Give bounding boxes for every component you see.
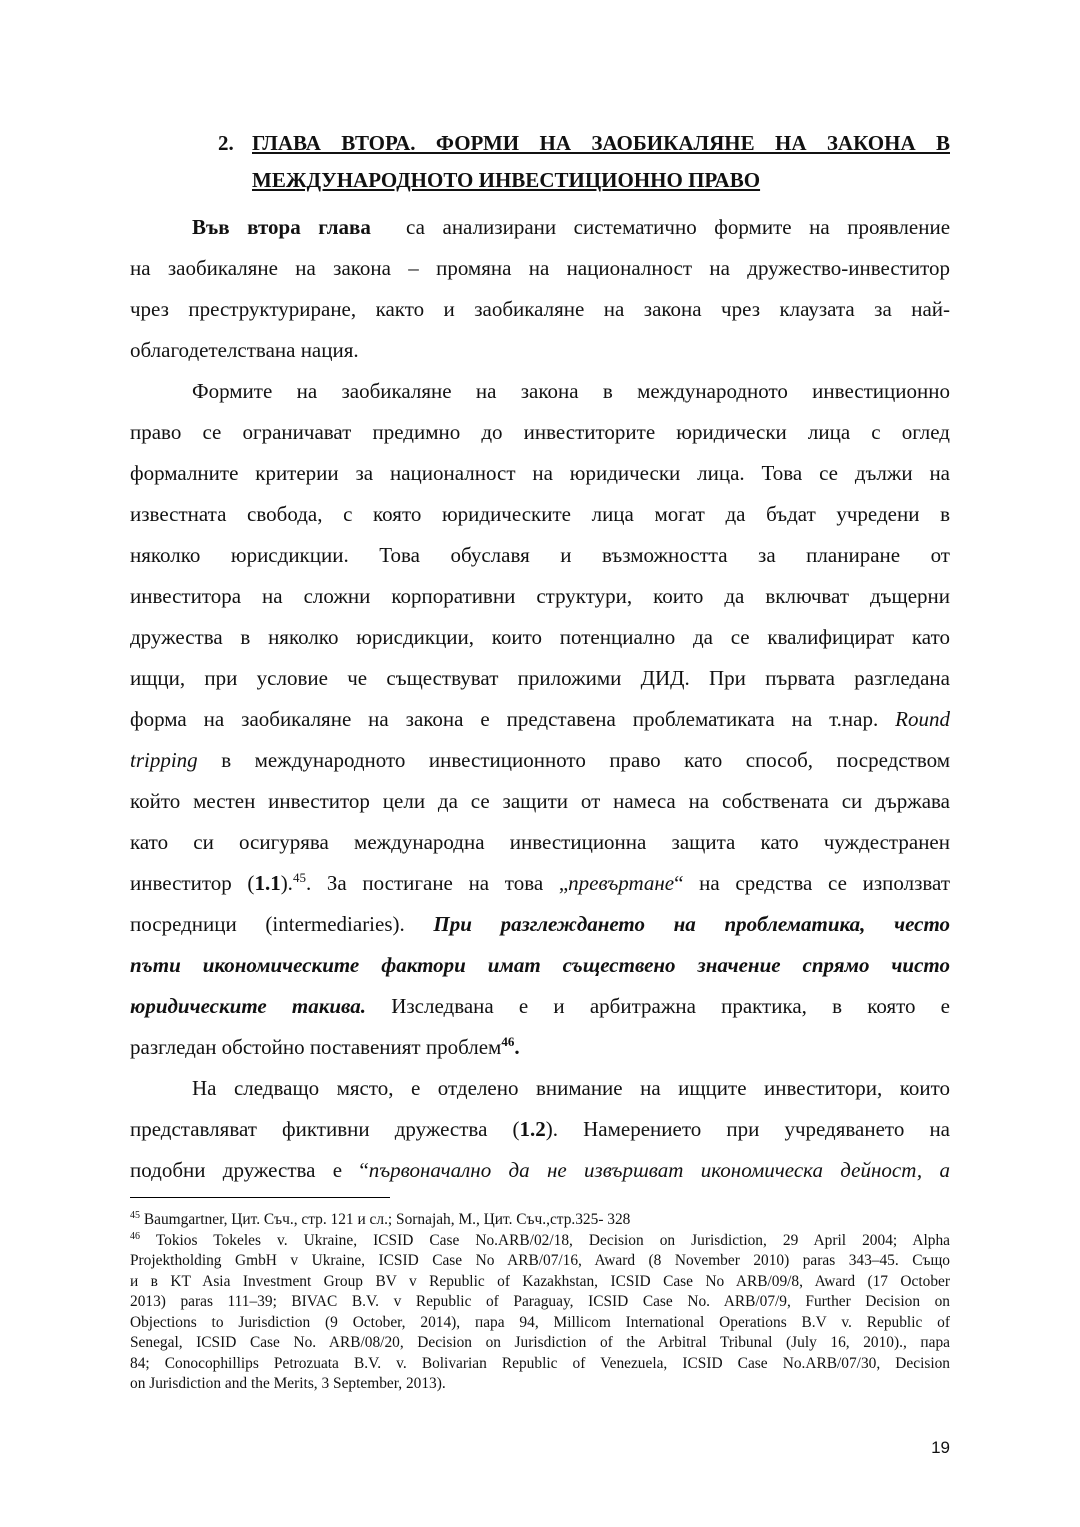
paragraph-line: Формите на заобикаляне на закона в международното инвестиционно <box>192 379 950 403</box>
paragraph-line: разгледан обстойно поставеният проблем$^{46}$. <box>130 1034 520 1059</box>
heading-number: 2. <box>218 131 234 155</box>
paragraph-line: инвеститор (1.1).$^{45}$. За постигане на това „превъртане“ на средства се използват <box>130 870 950 895</box>
paragraph-line: дружества в няколко юрисдикции, които потенциално да се квалифицират като <box>130 625 950 649</box>
footnote-line: Projektholding GmbH v Ukraine, ICSID Case No ARB/07/16, Award (8 November 2010) paras 343–45. Също <box>130 1252 950 1269</box>
footnote-line: Objections to Jurisdiction (9 October, 2014), пара 94, Millicom International Operations B.V v. Republic of <box>130 1313 950 1331</box>
paragraph-line: посредници (intermediaries). При разглеждането на проблематика, често <box>130 912 951 936</box>
paragraph-line: пъти икономическите фактори имат съществено значение спрямо чисто <box>130 953 950 977</box>
paragraph-line: право се ограничават предимно до инвеститорите юридически лица с оглед <box>130 420 950 444</box>
footnote-line: и в KT Asia Investment Group BV v Republic of Kazakhstan, ICSID Case No ARB/09/8, Award (17 October <box>130 1272 950 1290</box>
footnote-line: Senegal, ICSID Case No. ARB/08/20, Decision on Jurisdiction of the Arbitral Tribunal (July 16, 2010)., пара <box>130 1334 950 1351</box>
heading-line-2: МЕЖДУНАРОДНОТО ИНВЕСТИЦИОННО ПРАВО <box>252 168 761 192</box>
footnote-ref-45[interactable]: 45 <box>292 870 306 885</box>
footnote-separator <box>130 1197 390 1198</box>
footnote-46: $^{46}$ Tokios Tokeles v. Ukraine, ICSID Case No.ARB/02/18, Decision on Jurisdiction, 29 April 2004; Alpha <box>130 1230 951 1249</box>
paragraph-line: инвеститора на сложни корпоративни структури, които да включват дъщерни <box>130 584 950 608</box>
paragraph-line: формалните критерии за националност на юридически лица. Това се дължи на <box>130 461 950 485</box>
paragraph-line: tripping в международното инвестиционното право като способ, посредством <box>130 748 950 772</box>
footnote-line: on Jurisdiction and the Merits, 3 September, 2013). <box>130 1375 446 1392</box>
footnote-ref-46[interactable]: 46 <box>501 1034 515 1049</box>
paragraph-line: ищци, при условие че съществуват приложими ДИД. При първата разгледана <box>130 666 950 690</box>
paragraph-line: чрез преструктуриране, както и заобикаляне на закона чрез клаузата за най- <box>130 297 950 321</box>
paragraph-line: представляват фиктивни дружества (1.2). Намерението при учредяването на <box>130 1117 951 1141</box>
paragraph-line: на заобикаляне на закона – промяна на националност на дружество-инвеститор <box>130 256 950 280</box>
paragraph-line: като си осигурява международна инвестиционна защита като чуждестранен <box>130 830 950 854</box>
footnote-line: 84; Conocophillips Petrozuata B.V. v. Bolivarian Republic of Venezuela, ICSID Case No.ARB/07/30, Decision <box>130 1354 950 1372</box>
paragraph-line: подобни дружества е “първоначално да не извършват икономическа дейност, а <box>130 1158 950 1182</box>
paragraph-line: юридическите такива. Изследвана е и арбитражна практика, в която е <box>130 994 951 1018</box>
paragraph-line: На следващо място, е отделено внимание на ищците инвеститори, които <box>192 1076 950 1100</box>
paragraph-line: форма на заобикаляне на закона е представена проблематиката на т.нар. Round <box>130 707 950 731</box>
paragraph-line: който местен инвеститор цели да се защити от намеса на собствената си държава <box>130 789 950 813</box>
heading-line-1: ГЛАВА ВТОРА. ФОРМИ НА ЗАОБИКАЛЯНЕ НА ЗАКОНА В <box>252 131 950 155</box>
footnote-line: 2013) paras 111–39; BIVAC B.V. v Republic of Paraguay, ICSID Case No. ARB/07/9, Further Decision on <box>130 1293 950 1310</box>
paragraph-line: Във втора глава са анализирани систематично формите на проявление <box>192 215 951 239</box>
paragraph-line: няколко юрисдикции. Това обуславя и възможността за планиране от <box>130 543 950 567</box>
page-number: 19 <box>931 1438 950 1457</box>
paragraph-line: облагодетелствана нация. <box>130 338 359 362</box>
paragraph-line: известната свобода, с която юридическите лица могат да бъдат учредени в <box>130 502 950 526</box>
footnote-45: $^{45}$ Baumgartner, Цит. Съч., стр. 121 и сл.; Sornajah, M., Цит. Съч.,стр.325- 328 <box>130 1209 631 1228</box>
